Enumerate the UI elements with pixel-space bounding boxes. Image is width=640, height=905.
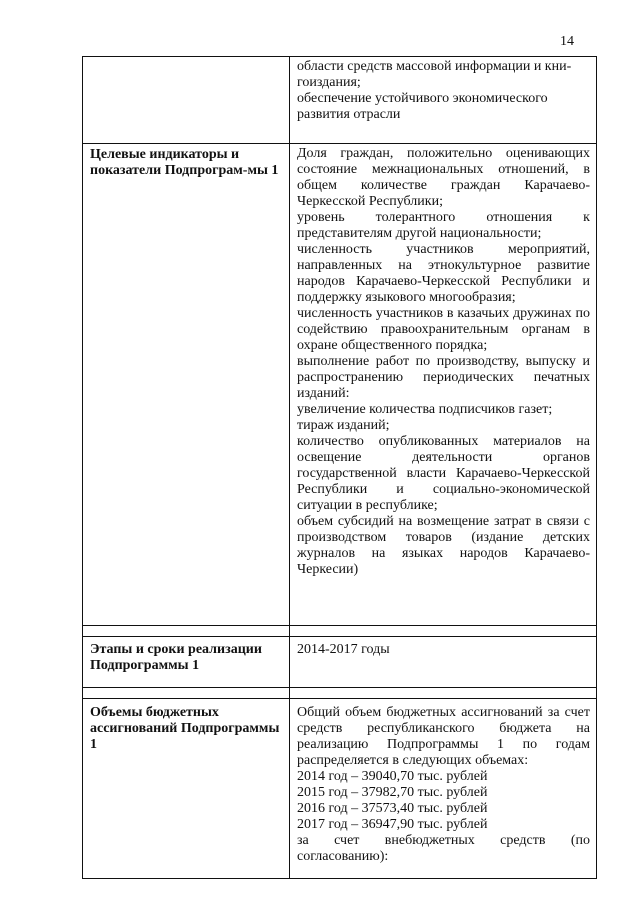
budget-extra: за счет внебюджетных средств (по согласованию): bbox=[297, 833, 590, 864]
indicator-item: увеличение количества подписчиков газет; bbox=[297, 402, 553, 417]
indicator-item: численность участников в казачьих дружинах по содействию правоохранительным органам в охране общественного порядка; bbox=[297, 306, 590, 353]
indicator-item: тираж изданий; bbox=[297, 418, 390, 433]
indicator-item: уровень толерантного отношения к представителям другой национальности; bbox=[297, 210, 590, 241]
indicators-label: Целевые индикаторы и показатели Подпрограм-мы 1 bbox=[83, 144, 290, 626]
budget-label: Объемы бюджетных ассигнований Подпрограммы 1 bbox=[83, 699, 290, 879]
indicators-value-cell bbox=[290, 144, 597, 626]
continuation-label-cell bbox=[83, 57, 290, 144]
table-row-stages bbox=[83, 637, 597, 688]
budget-year-line: 2015 год – 37982,70 тыс. рублей bbox=[297, 785, 488, 800]
indicator-item: количество опубликованных материалов на освещение деятельности органов государственной власти Карачаево-Черкесской Республики и социально-экономической ситуации в республике; bbox=[297, 434, 590, 513]
budget-intro: Общий объем бюджетных ассигнований за счет средств республиканского бюджета на реализацию Подпрограммы 1 по годам распределяется в следующих объемах: bbox=[297, 705, 590, 768]
budget-year-line: 2016 год – 37573,40 тыс. рублей bbox=[297, 801, 488, 816]
continuation-value-cell bbox=[290, 57, 597, 144]
budget-year-line: 2014 год – 39040,70 тыс. рублей bbox=[297, 769, 488, 784]
continuation-line: области средств массовой информации и кни- bbox=[297, 59, 572, 74]
table-row-continuation bbox=[83, 57, 597, 144]
stages-value: 2014-2017 годы bbox=[290, 637, 597, 688]
indicator-item: выполнение работ по производству, выпуску и распространению периодических печатных изданий: bbox=[297, 354, 590, 401]
indicator-item: объем субсидий на возмещение затрат в связи с производством товаров (издание детских журналов на языках народов Карачаево-Черкесии) bbox=[297, 514, 590, 577]
passport-table bbox=[82, 56, 597, 879]
continuation-line: гоиздания; bbox=[297, 75, 361, 90]
continuation-line: развития отрасли bbox=[297, 107, 401, 122]
table-row-spacer bbox=[83, 688, 597, 699]
budget-value-cell bbox=[290, 699, 597, 879]
indicator-item: численность участников мероприятий, направленных на этнокультурное развитие народов Карачаево-Черкесской Республики и поддержку языкового многообразия; bbox=[297, 242, 590, 305]
table-row-indicators bbox=[83, 144, 597, 626]
table-row-budget bbox=[83, 699, 597, 879]
stages-label: Этапы и сроки реализации Подпрограммы 1 bbox=[83, 637, 290, 688]
page-number: 14 bbox=[560, 34, 574, 49]
continuation-line: обеспечение устойчивого экономического bbox=[297, 91, 548, 106]
indicator-item: Доля граждан, положительно оценивающих состояние межнациональных отношений, в общем количестве граждан Карачаево-Черкесской Республики; bbox=[297, 146, 590, 209]
budget-year-line: 2017 год – 36947,90 тыс. рублей bbox=[297, 817, 488, 832]
table-row-spacer bbox=[83, 626, 597, 637]
